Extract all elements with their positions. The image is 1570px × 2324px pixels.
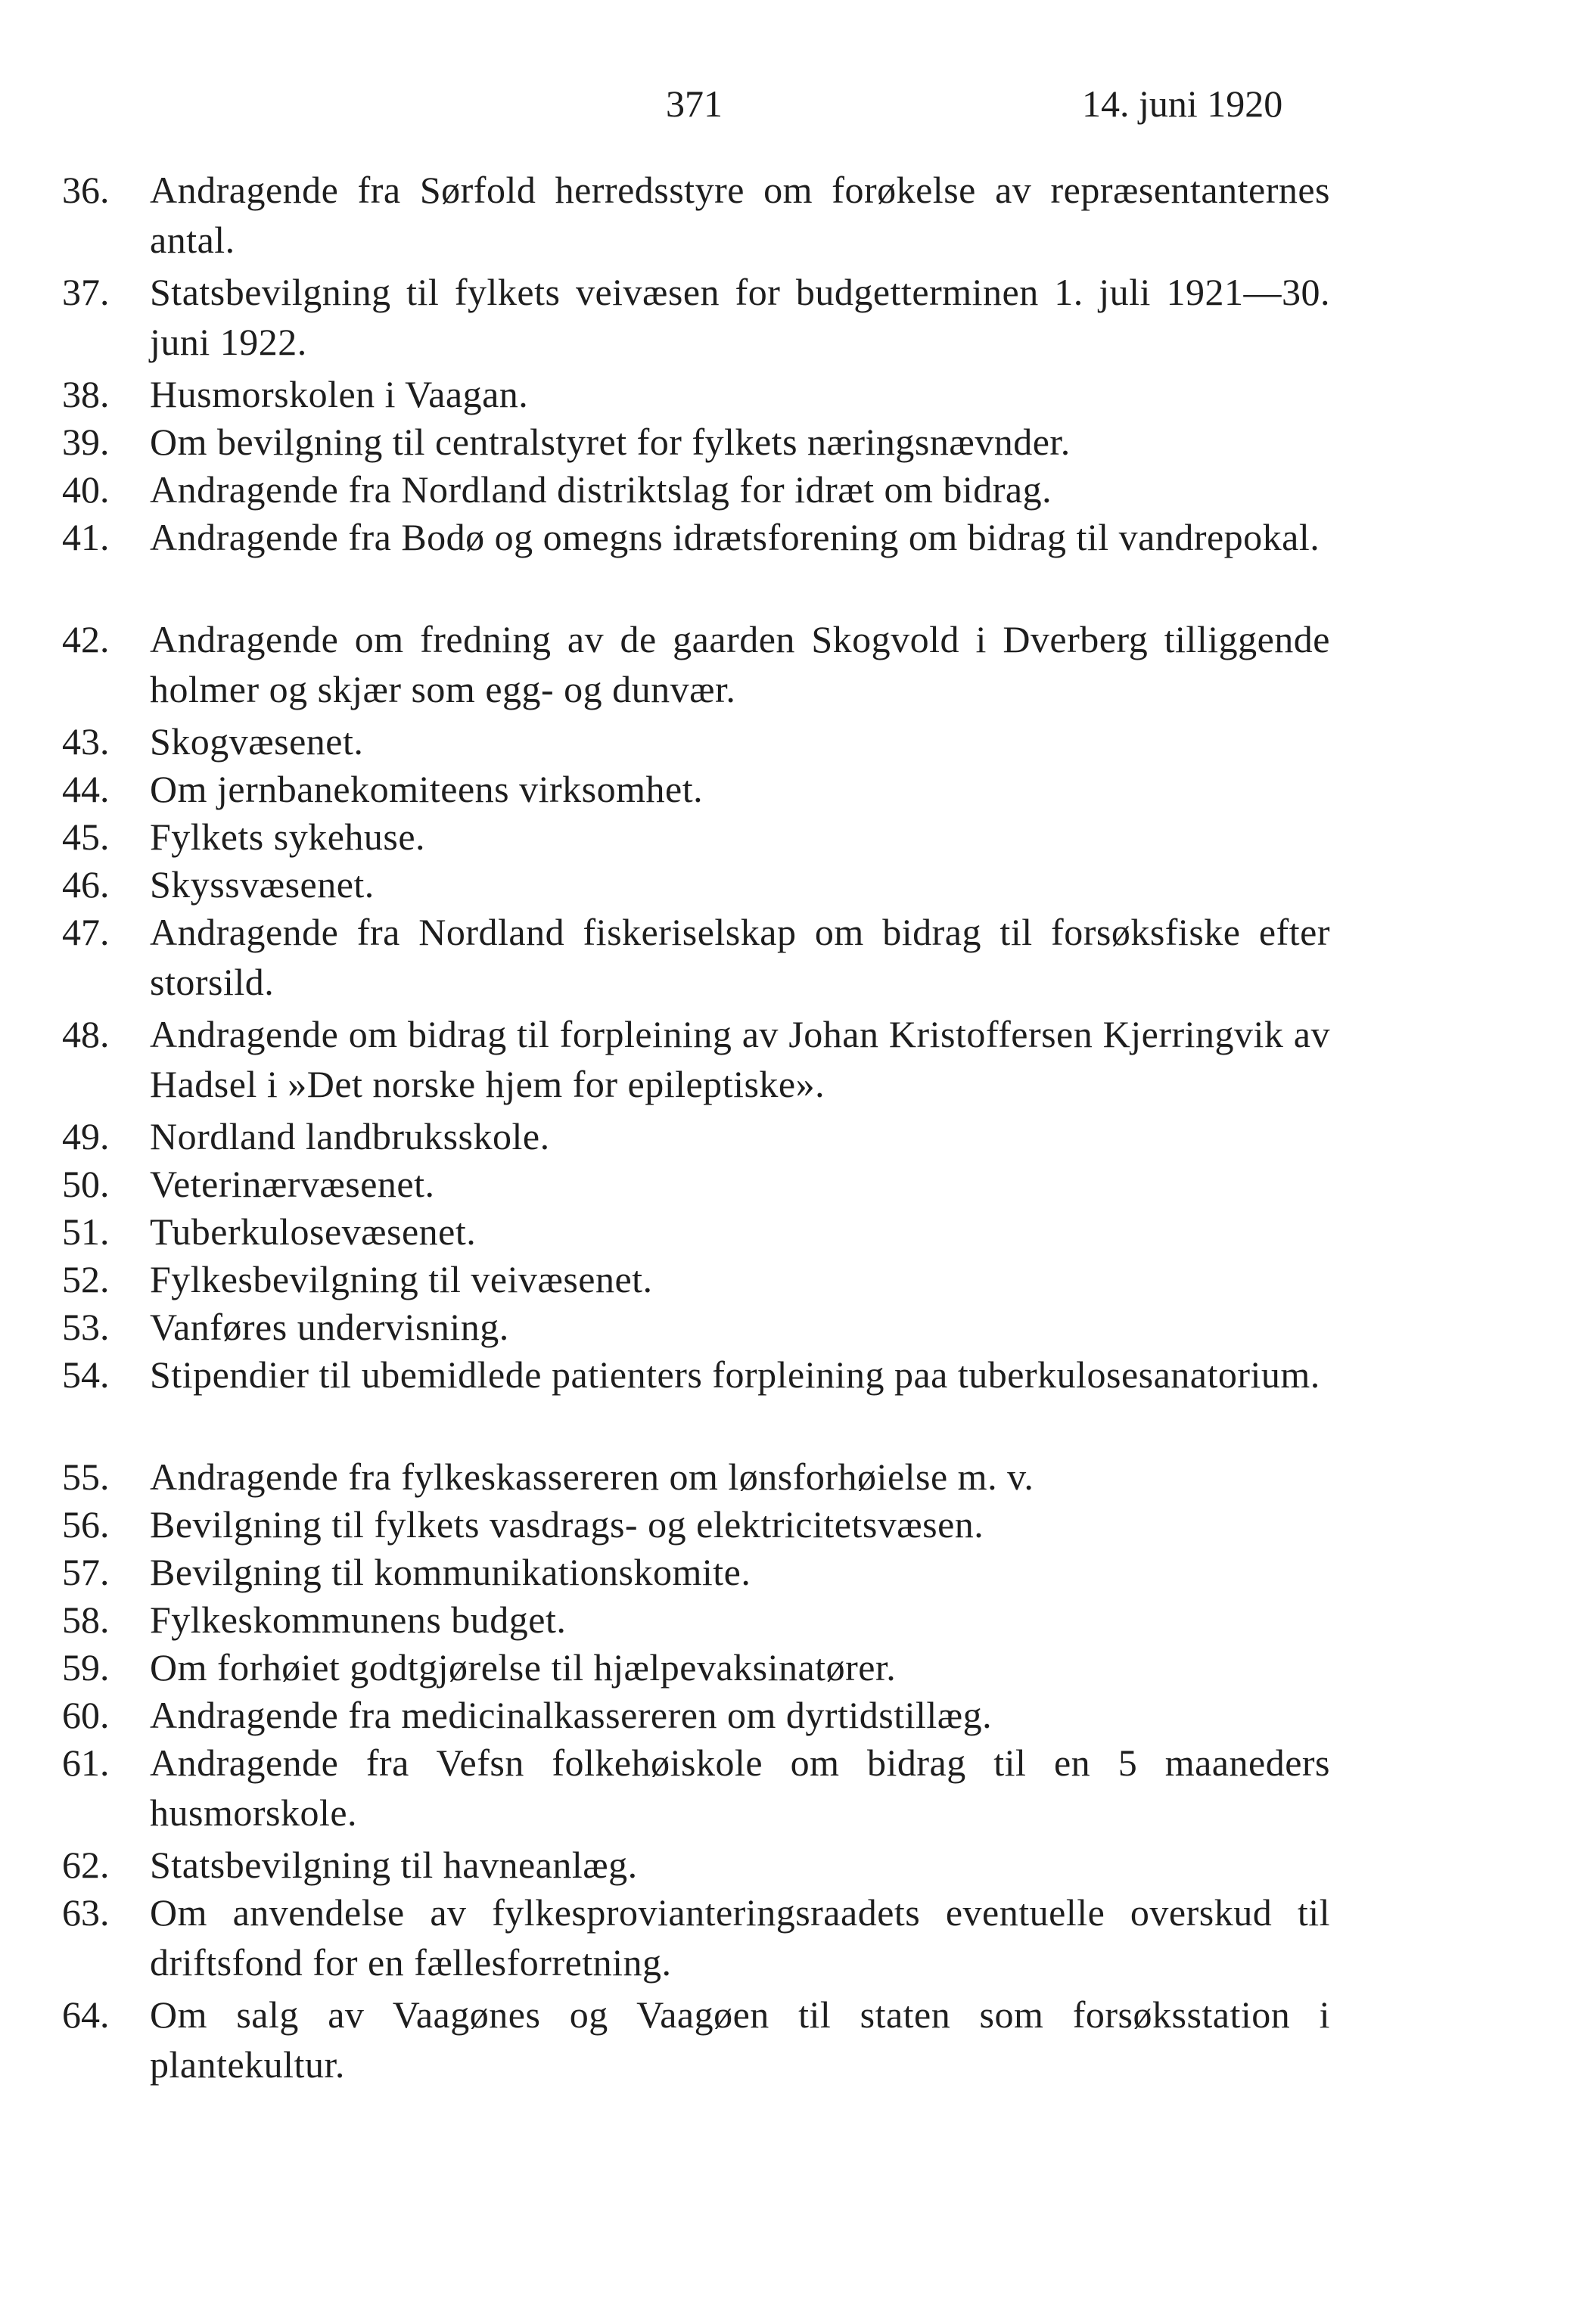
item-number: 62. bbox=[62, 1844, 110, 1886]
item-text: Bevilgning til fylkets vasdrags- og elektricitetsvæsen. bbox=[150, 1503, 984, 1546]
page-date: 14. juni 1920 bbox=[1082, 82, 1283, 125]
item-text: Andragende fra Bodø og omegns idrætsforening om bidrag til vandrepokal. bbox=[150, 516, 1320, 558]
item-text: Fylkesbevilgning til veivæsenet. bbox=[150, 1258, 653, 1300]
item-text: Andragende om bidrag til forpleining av Johan Kristoffersen Kjerringvik av Hadsel i »Det norske hjem for epileptiske». bbox=[150, 1013, 1330, 1105]
item-number: 50. bbox=[62, 1163, 110, 1205]
item-number: 58. bbox=[62, 1599, 110, 1641]
item-number: 39. bbox=[62, 421, 110, 463]
item-number: 59. bbox=[62, 1646, 110, 1689]
item-text: Andragende fra Sørfold herredsstyre om forøkelse av repræsentanternes antal. bbox=[150, 169, 1330, 261]
item-number: 52. bbox=[62, 1258, 110, 1300]
item-text: Fylkets sykehuse. bbox=[150, 816, 426, 858]
item-text: Andragende fra Nordland fiskeriselskap om bidrag til forsøksfiske efter storsild. bbox=[150, 911, 1330, 1003]
item-text: Andragende fra medicinalkassereren om dyrtidstillæg. bbox=[150, 1694, 993, 1736]
item-text: Nordland landbruksskole. bbox=[150, 1115, 550, 1157]
item-number: 48. bbox=[62, 1013, 110, 1055]
item-text: Andragende om fredning av de gaarden Skogvold i Dverberg tilliggende holmer og skjær som egg- og dunvær. bbox=[150, 618, 1330, 710]
item-number: 43. bbox=[62, 720, 110, 763]
item-number: 40. bbox=[62, 468, 110, 511]
item-number: 55. bbox=[62, 1456, 110, 1498]
item-number: 44. bbox=[62, 768, 110, 810]
item-number: 36. bbox=[62, 169, 110, 211]
item-number: 56. bbox=[62, 1503, 110, 1546]
item-number: 45. bbox=[62, 816, 110, 858]
item-text: Statsbevilgning til havneanlæg. bbox=[150, 1844, 638, 1886]
item-text: Om salg av Vaagønes og Vaagøen til staten som forsøksstation i plantekultur. bbox=[150, 1993, 1330, 2086]
item-number: 47. bbox=[62, 911, 110, 953]
item-number: 54. bbox=[62, 1353, 110, 1396]
item-text: Skyssvæsenet. bbox=[150, 863, 375, 906]
item-text: Fylkeskommunens budget. bbox=[150, 1599, 567, 1641]
item-text: Skogvæsenet. bbox=[150, 720, 364, 763]
item-number: 46. bbox=[62, 863, 110, 906]
item-number: 41. bbox=[62, 516, 110, 558]
item-text: Om jernbanekomiteens virksomhet. bbox=[150, 768, 704, 810]
item-number: 63. bbox=[62, 1891, 110, 1934]
item-number: 42. bbox=[62, 618, 110, 660]
item-number: 38. bbox=[62, 373, 110, 415]
item-text: Om bevilgning til centralstyret for fylkets næringsnævnder. bbox=[150, 421, 1071, 463]
item-text: Husmorskolen i Vaagan. bbox=[150, 373, 529, 415]
item-number: 60. bbox=[62, 1694, 110, 1736]
item-text: Tuberkulosevæsenet. bbox=[150, 1210, 477, 1253]
page-number: 371 bbox=[666, 82, 723, 125]
item-text: Statsbevilgning til fylkets veivæsen for budgetterminen 1. juli 1921—30. juni 1922. bbox=[150, 271, 1330, 363]
item-text: Om forhøiet godtgjørelse til hjælpevaksinatører. bbox=[150, 1646, 897, 1689]
item-text: Om anvendelse av fylkesprovianteringsraadets eventuelle overskud til driftsfond for en fællesforretning. bbox=[150, 1891, 1330, 1984]
item-number: 51. bbox=[62, 1210, 110, 1253]
item-number: 37. bbox=[62, 271, 110, 313]
item-text: Stipendier til ubemidlede patienters forpleining paa tuberkulosesanatorium. bbox=[150, 1353, 1320, 1396]
item-number: 57. bbox=[62, 1551, 110, 1593]
item-number: 61. bbox=[62, 1741, 110, 1784]
page-header bbox=[0, 82, 1570, 142]
item-text: Andragende fra Nordland distriktslag for idræt om bidrag. bbox=[150, 468, 1052, 511]
item-text: Veterinærvæsenet. bbox=[150, 1163, 435, 1205]
item-number: 53. bbox=[62, 1306, 110, 1348]
item-text: Andragende fra fylkeskassereren om lønsforhøielse m. v. bbox=[150, 1456, 1034, 1498]
item-number: 64. bbox=[62, 1993, 110, 2036]
item-text: Bevilgning til kommunikationskomite. bbox=[150, 1551, 751, 1593]
item-text: Vanføres undervisning. bbox=[150, 1306, 509, 1348]
item-number: 49. bbox=[62, 1115, 110, 1157]
item-text: Andragende fra Vefsn folkehøiskole om bidrag til en 5 maaneders husmorskole. bbox=[150, 1741, 1330, 1834]
